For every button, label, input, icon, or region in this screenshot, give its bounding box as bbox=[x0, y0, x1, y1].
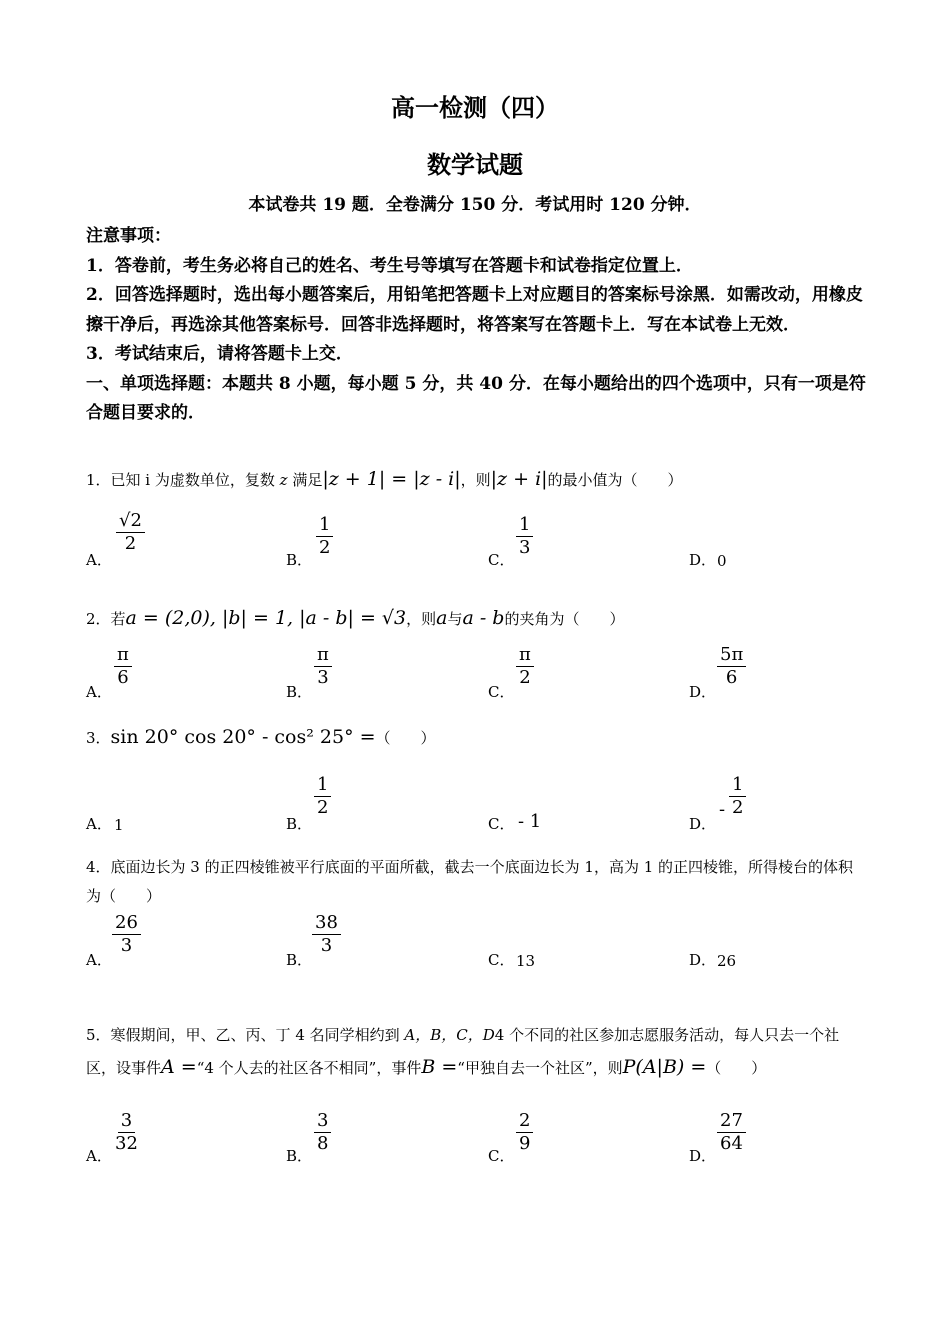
question-4-options: A． $\frac{26}{3}$ B． $\frac{38}{3}$ C． 13 D． 26 bbox=[86, 912, 737, 970]
q1-target-formula: |z + i| bbox=[490, 468, 548, 490]
fraction: $\frac{3}{32}$ bbox=[115, 1110, 138, 1154]
fraction: $\frac{2}{9}$ bbox=[516, 1110, 533, 1155]
note-item: 1．答卷前，考生务必将自己的姓名、考生号等填写在答题卡和试卷指定位置上． bbox=[86, 255, 693, 276]
question-1-options: A． $\frac{√2}{2}$ B． $\frac{1}{2}$ C． $\frac{1}{3}$ D． 0 bbox=[86, 510, 727, 570]
question-1-stem: 1．已知 i 为虚数单位，复数 z 满足|z + 1| = |z - i|，则|z + i|的最小值为（ ） bbox=[86, 468, 683, 490]
fraction: $\frac{\pi}{2}$ bbox=[516, 644, 534, 689]
fraction: $\frac{27}{64}$ bbox=[717, 1110, 746, 1155]
fraction: $\frac{1}{2}$ bbox=[314, 774, 331, 819]
fraction: $\frac{√2}{2}$ bbox=[116, 510, 145, 555]
fraction: $\frac{26}{3}$ bbox=[112, 912, 141, 957]
q1-condition-formula: |z + 1| = |z - i| bbox=[322, 468, 461, 490]
q5-probability-formula: P(A|B) = bbox=[622, 1056, 707, 1078]
fraction: $\frac{1}{3}$ bbox=[516, 514, 533, 559]
question-4-stem: 4．底面边长为 3 的正四棱锥被平行底面的平面所截，截去一个底面边长为 1，高为 1 的正四棱锥，所得棱台的体积为（ ） bbox=[86, 858, 854, 905]
question-2-stem: 2．若a = (2,0), |b| = 1, |a - b| = √3，则a与a - b的夹角为（ ） bbox=[86, 607, 625, 629]
note-item: 2．回答选择题时，选出每小题答案后，用铅笔把答题卡上对应题目的答案标号涂黑．如需改动，用橡皮擦干净后，再选涂其他答案标号．回答非选择题时，将答案写在答题卡上．写在本试卷上无效． bbox=[86, 285, 863, 335]
fraction: $\frac{\pi}{6}$ bbox=[114, 644, 132, 689]
exam-subject: 数学试题 bbox=[427, 150, 523, 179]
fraction: $\frac{\pi}{3}$ bbox=[314, 644, 332, 689]
q3-formula: sin 20° cos 20° - cos² 25° = bbox=[110, 726, 376, 748]
note-item: 3．考试结束后，请将答题卡上交． bbox=[86, 344, 353, 364]
notes-heading: 注意事项： bbox=[86, 226, 171, 246]
question-5-stem: 5．寒假期间，甲、乙、丙、丁 4 名同学相约到 A，B，C，D4 个不同的社区参加志愿服务活动，每人只去一个社区，设事件A =“4 个人去的社区各不相同”，事件B =“甲独自去一个社区”，则P(A|B) =（ ） bbox=[86, 1026, 840, 1078]
question-2-options: A． $\frac{\pi}{6}$ B． $\frac{\pi}{3}$ C． $\frac{\pi}{2}$ D． $\frac{5\pi}{6}$ bbox=[86, 642, 886, 702]
q2-condition-formula: a = (2,0), |b| = 1, |a - b| = √3 bbox=[125, 607, 407, 629]
fraction: $\frac{5\pi}{6}$ bbox=[717, 644, 746, 689]
notes-block bbox=[86, 222, 866, 429]
question-3-options: A． 1 B． $\frac{1}{2}$ C． - 1 D． - $\frac{1}{2}$ bbox=[86, 774, 886, 834]
section-heading: 一、单项选择题：本题共 8 小题，每小题 5 分，共 40 分．在每小题给出的四个选项中，只有一项是符合题目要求的． bbox=[86, 373, 866, 423]
exam-title: 高一检测（四） bbox=[391, 93, 559, 122]
fraction: $\frac{1}{2}$ bbox=[729, 774, 746, 819]
question-5-options: A． $\frac{3}{32}$ B． $\frac{3}{8}$ C． $\frac{2}{9}$ D． $\frac{27}{64}$ bbox=[86, 1106, 886, 1166]
question-3-stem: 3．sin 20° cos 20° - cos² 25° =（ ） bbox=[86, 726, 436, 748]
fraction: $\frac{3}{8}$ bbox=[314, 1110, 331, 1155]
fraction: $\frac{38}{3}$ bbox=[312, 912, 341, 957]
exam-summary: 本试卷共 19 题．全卷满分 150 分．考试用时 120 分钟． bbox=[248, 195, 702, 215]
fraction: $\frac{1}{2}$ bbox=[316, 514, 333, 559]
